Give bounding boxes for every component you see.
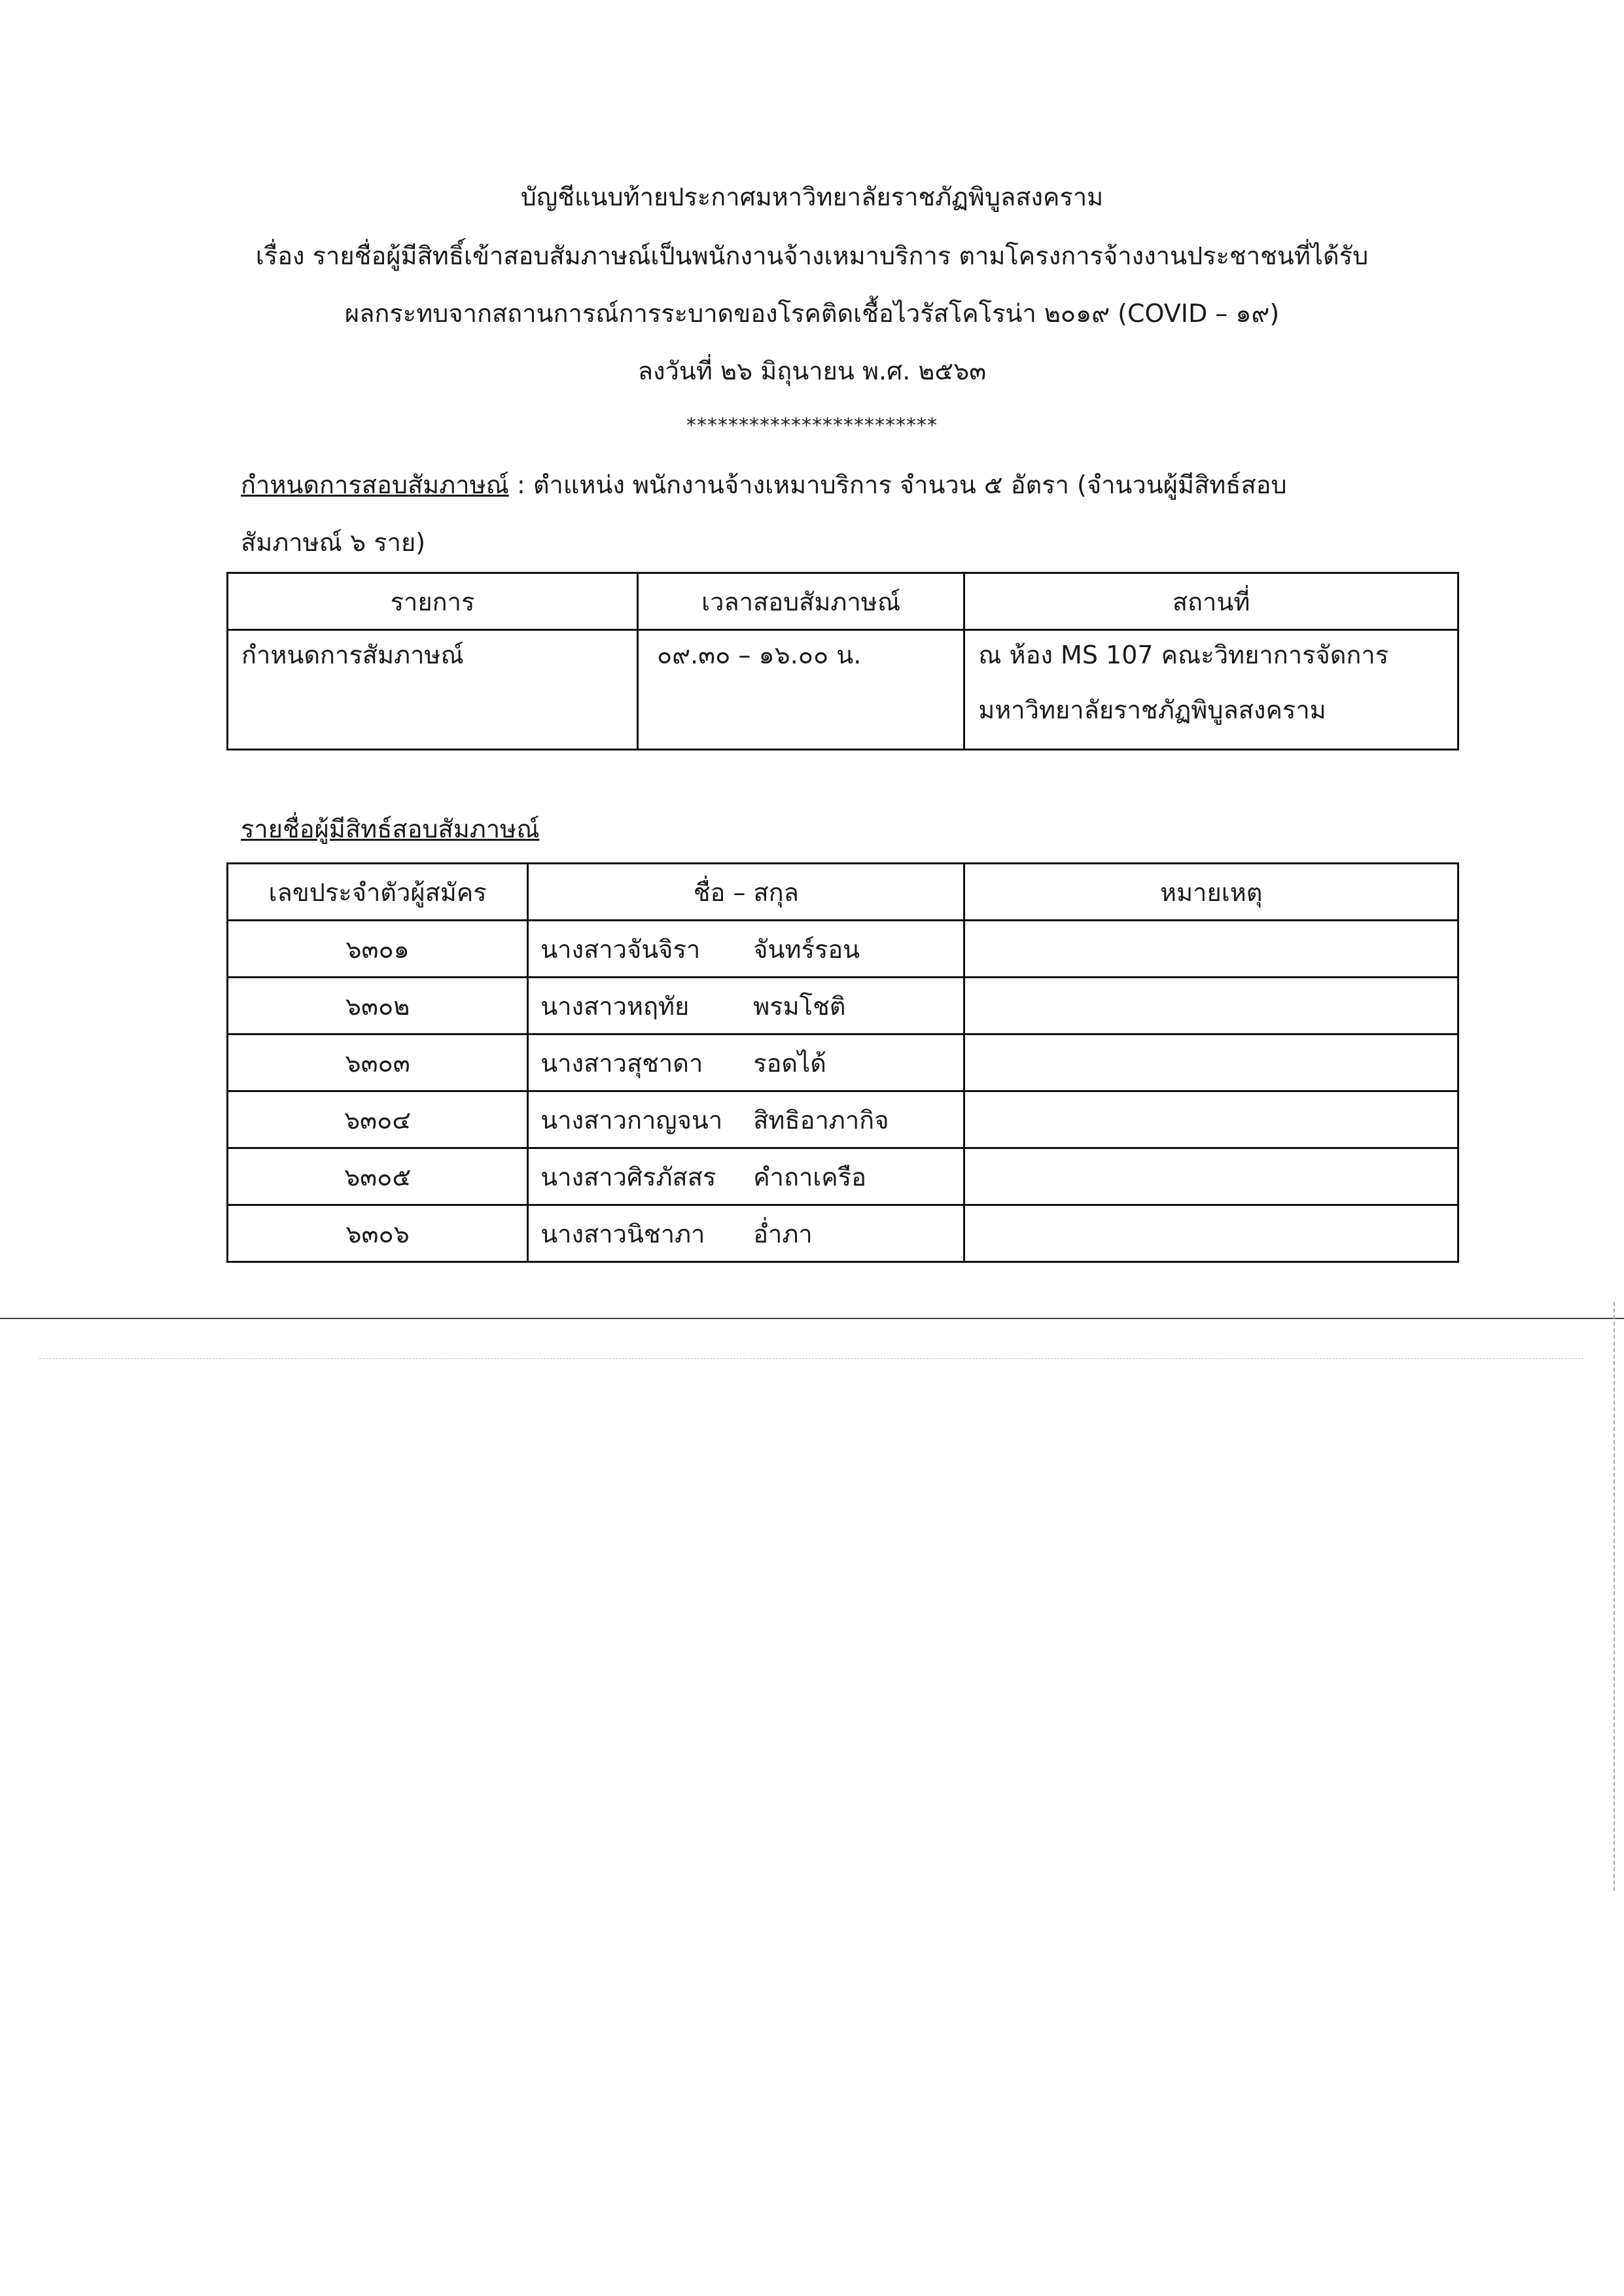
header-item: รายการ <box>228 573 638 630</box>
place-line-1: ณ ห้อง MS 107 คณะวิทยาการจัดการ <box>978 641 1389 669</box>
applicant-note <box>964 1148 1458 1205</box>
announcement-title: บัญชีแนบท้ายประกาศมหาวิทยาลัยราชภัฏพิบูลสงคราม <box>520 183 1104 211</box>
applicant-name <box>528 1034 964 1091</box>
last-name: จันทร์รอน <box>753 934 860 964</box>
candidates-heading <box>241 817 539 841</box>
separator-stars: ************************ <box>686 414 938 437</box>
applicant-note <box>964 921 1458 978</box>
applicant-note <box>964 1091 1458 1148</box>
schedule-intro <box>241 472 1287 497</box>
header-applicant-id: เลขประจำตัวผู้สมัคร <box>228 864 528 921</box>
scan-fold-line <box>0 1318 1624 1319</box>
scan-edge-line <box>1614 1302 1615 1891</box>
header-full-name: ชื่อ – สกุล <box>528 864 964 921</box>
schedule-item: กำหนดการสัมภาษณ์ <box>228 630 638 750</box>
applicant-id: ๖๓๐๑ <box>228 921 528 978</box>
first-name: นางสาวสุชาดา <box>540 1048 703 1078</box>
applicant-id: ๖๓๐๓ <box>228 1034 528 1091</box>
last-name: รอดได้ <box>753 1048 826 1078</box>
first-name: นางสาวนิชาภา <box>540 1219 705 1248</box>
announcement-subject: เรื่อง รายชื่อผู้มีสิทธิ์เข้าสอบสัมภาษณ์เป็นพนักงานจ้างเหมาบริการ ตามโครงการจ้างงานประชาชนที่ได้รับ <box>255 241 1369 270</box>
applicant-id: ๖๓๐๕ <box>228 1148 528 1205</box>
last-name: พรมโชติ <box>753 991 846 1021</box>
applicant-note <box>964 1205 1458 1262</box>
applicant-id: ๖๓๐๖ <box>228 1205 528 1262</box>
last-name: อ่ำภา <box>753 1219 813 1248</box>
table-row <box>228 1148 1458 1205</box>
table-row <box>228 1091 1458 1148</box>
schedule-row <box>228 630 1458 750</box>
applicant-name <box>528 1091 964 1148</box>
header-place: สถานที่ <box>964 573 1458 630</box>
first-name: นางสาวศิรภัสสร <box>540 1162 716 1192</box>
table-row <box>228 978 1458 1034</box>
schedule-description-cont: สัมภาษณ์ ๖ ราย) <box>241 528 426 557</box>
last-name: คำถาเครือ <box>753 1162 866 1192</box>
applicant-id: ๖๓๐๒ <box>228 978 528 1034</box>
place-line-2: มหาวิทยาลัยราชภัฏพิบูลสงคราม <box>978 696 1326 724</box>
first-name: นางสาวหฤทัย <box>540 991 690 1021</box>
applicant-note <box>964 1034 1458 1091</box>
applicant-name <box>528 1205 964 1262</box>
applicant-name <box>528 1148 964 1205</box>
candidates-label: รายชื่อผู้มีสิทธ์สอบสัมภาษณ์ <box>241 815 540 843</box>
scan-fold-line-faint <box>39 1358 1583 1359</box>
candidates-header-row <box>228 864 1458 921</box>
schedule-header-row <box>228 573 1458 630</box>
applicant-note <box>964 978 1458 1034</box>
first-name: นางสาวกาญจนา <box>540 1105 723 1135</box>
schedule-table <box>226 572 1459 751</box>
schedule-label: กำหนดการสอบสัมภาษณ์ <box>241 470 509 499</box>
table-row <box>228 921 1458 978</box>
applicant-name <box>528 978 964 1034</box>
schedule-place <box>964 630 1458 750</box>
schedule-time: ๐๙.๓๐ – ๑๖.๐๐ น. <box>638 630 964 750</box>
last-name: สิทธิอาภากิจ <box>753 1105 889 1135</box>
applicant-name <box>528 921 964 978</box>
announcement-subject-cont: ผลกระทบจากสถานการณ์การระบาดของโรคติดเชื้อไวรัสโคโรน่า ๒๐๑๙ (COVID – ๑๙) <box>344 299 1280 328</box>
applicant-id: ๖๓๐๔ <box>228 1091 528 1148</box>
announcement-date: ลงวันที่ ๒๖ มิถุนายน พ.ศ. ๒๕๖๓ <box>637 357 987 385</box>
header-remarks: หมายเหตุ <box>964 864 1458 921</box>
first-name: นางสาวจันจิรา <box>540 934 701 964</box>
header-time: เวลาสอบสัมภาษณ์ <box>638 573 964 630</box>
candidates-table <box>226 862 1459 1263</box>
schedule-description: : ตำแหน่ง พนักงานจ้างเหมาบริการ จำนวน ๕ อัตรา (จำนวนผู้มีสิทธ์สอบ <box>508 470 1287 499</box>
table-row <box>228 1205 1458 1262</box>
table-row <box>228 1034 1458 1091</box>
